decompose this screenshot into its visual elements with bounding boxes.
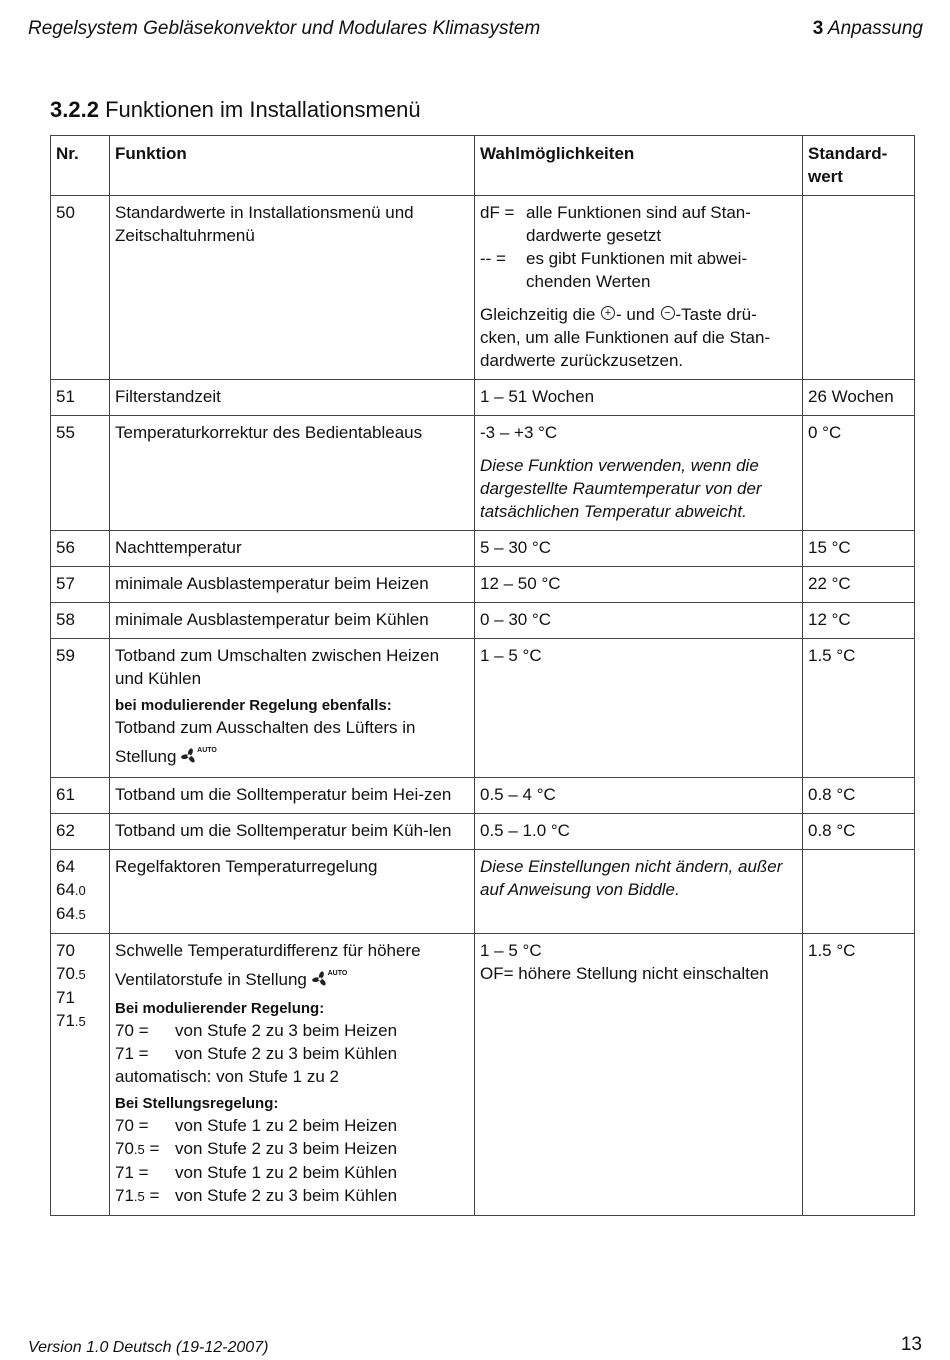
cell-nr [51, 850, 110, 934]
key-sub: .5 [133, 1189, 145, 1204]
section-number: 3.2.2 [50, 97, 99, 122]
table-row [51, 196, 915, 380]
mapping-value: von Stufe 1 zu 2 beim Kühlen [175, 1163, 398, 1182]
option-key: OF= [480, 964, 514, 983]
cell-nr: 57 [51, 567, 110, 603]
table-header-row [51, 136, 915, 196]
table-row [51, 603, 915, 639]
mapping-line: automatisch: von Stufe 1 zu 2 [115, 1067, 339, 1086]
function-label: Schwelle Temperaturdifferenz für höhere Ventilatorstufe in Stellung [115, 941, 421, 989]
cell-wahl: 1 – 5 °C [475, 639, 803, 778]
table-row [51, 934, 915, 1216]
col-header-funktion: Funktion [110, 136, 475, 196]
mapping-key: 71 = [115, 1163, 149, 1182]
cell-std: 0 °C [803, 416, 915, 531]
cell-wahl [475, 416, 803, 531]
function-text [115, 939, 469, 993]
sub-heading: Bei Stellungsregelung: [115, 1095, 279, 1112]
note-text: Gleichzeitig die [480, 305, 596, 324]
option-value: höhere Stellung nicht einschalten [518, 964, 769, 983]
cell-funktion: minimale Ausblastemperatur beim Kühlen [110, 603, 475, 639]
nr-line: 71 [56, 988, 75, 1007]
cell-wahl [475, 934, 803, 1216]
section-title-text: Funktionen im Installationsmenü [105, 97, 421, 122]
cell-std: 15 °C [803, 531, 915, 567]
table-row [51, 850, 915, 934]
cell-std: 1.5 °C [803, 934, 915, 1216]
nr-main: 71 [56, 1011, 75, 1030]
table-row [51, 416, 915, 531]
header-chapter [813, 17, 923, 40]
cell-funktion: Totband um die Solltemperatur beim Hei-zen [110, 778, 475, 814]
cell-funktion: Filterstandzeit [110, 380, 475, 416]
option-value: es gibt Funktionen mit abwei-chenden Werten [526, 249, 748, 291]
cell-wahl [475, 196, 803, 380]
cell-wahl: 5 – 30 °C [475, 531, 803, 567]
option-range: -3 – +3 °C [480, 423, 558, 442]
mapping-line [115, 1137, 469, 1161]
cell-nr: 56 [51, 531, 110, 567]
mapping-value: von Stufe 2 zu 3 beim Kühlen [175, 1186, 398, 1205]
key-main: 71 [115, 1186, 134, 1205]
nr-line [56, 1009, 104, 1033]
cell-funktion: Standardwerte in Installationsmenü und Zeitschaltuhrmenü [110, 196, 475, 380]
cell-std: 22 °C [803, 567, 915, 603]
mapping-line [115, 1184, 469, 1208]
mapping-value: von Stufe 2 zu 3 beim Heizen [175, 1139, 398, 1158]
function-text: Totband zum Umschalten zwischen Heizen und Kühlen [115, 646, 440, 688]
auto-label: AUTO [197, 747, 217, 754]
section-title [50, 96, 421, 124]
table-row [51, 814, 915, 850]
col-header-wahl: Wahlmöglichkeiten [475, 136, 803, 196]
mapping-key [115, 1137, 175, 1161]
cell-nr: 50 [51, 196, 110, 380]
table-row [51, 778, 915, 814]
cell-wahl: 12 – 50 °C [475, 567, 803, 603]
mapping-key: 70 = [115, 1021, 149, 1040]
key-main: 70 [115, 1139, 134, 1158]
nr-sub: .5 [74, 1014, 86, 1029]
col-header-nr: Nr. [51, 136, 110, 196]
key-eq: = [144, 1186, 160, 1205]
cell-nr: 58 [51, 603, 110, 639]
auto-label: AUTO [327, 970, 348, 977]
minus-key-icon: − [661, 306, 675, 320]
nr-line: 64 [56, 857, 75, 876]
cell-std: 0.8 °C [803, 778, 915, 814]
table-row [51, 567, 915, 603]
mapping-value: von Stufe 1 zu 2 beim Heizen [175, 1116, 398, 1135]
option-line [480, 962, 797, 985]
fan-icon [181, 747, 197, 770]
option-key: dF = [480, 203, 515, 222]
mapping-key: 70 = [115, 1116, 149, 1135]
option-value: alle Funktionen sind auf Stan-dardwerte gesetzt [526, 203, 751, 245]
mapping-line [115, 1161, 469, 1184]
mapping-key [115, 1184, 175, 1208]
sub-heading: Bei modulierender Regelung: [115, 1000, 325, 1017]
page-number: 13 [900, 1334, 922, 1355]
function-subtext [115, 716, 469, 770]
key-sub: .5 [133, 1142, 145, 1157]
nr-sub: .5 [74, 907, 86, 922]
mapping-line [115, 1042, 469, 1065]
cell-std: 12 °C [803, 603, 915, 639]
functions-table [50, 135, 915, 1216]
cell-nr: 59 [51, 639, 110, 778]
cell-funktion [110, 934, 475, 1216]
cell-std [803, 850, 915, 934]
col-header-std: Standard-wert [803, 136, 915, 196]
option-range: 1 – 5 °C [480, 941, 542, 960]
cell-std [803, 196, 915, 380]
cell-funktion: Nachttemperatur [110, 531, 475, 567]
note-text: -Taste drü-cken, um alle Funktionen auf die Stan-dardwerte zurückzusetzen. [480, 305, 771, 370]
cell-std: 1.5 °C [803, 639, 915, 778]
table-row [51, 639, 915, 778]
sub-heading: bei modulierender Regelung ebenfalls: [115, 697, 392, 714]
cell-nr [51, 934, 110, 1216]
plus-key-icon: + [601, 306, 615, 320]
cell-wahl: 0 – 30 °C [475, 603, 803, 639]
mapping-key: 71 = [115, 1044, 149, 1063]
cell-nr: 62 [51, 814, 110, 850]
chapter-number: 3 [812, 18, 824, 39]
sub-text: Totband zum Ausschalten des Lüfters in Stellung [115, 718, 416, 766]
nr-line [56, 902, 104, 926]
cell-wahl: Diese Einstellungen nicht ändern, außer auf Anweisung von Biddle. [475, 850, 803, 934]
cell-funktion [110, 639, 475, 778]
nr-line [56, 962, 104, 986]
mapping-line [115, 1019, 469, 1042]
mapping-value: von Stufe 2 zu 3 beim Kühlen [175, 1044, 398, 1063]
option-line [480, 201, 797, 247]
nr-sub: .0 [74, 883, 86, 898]
mapping-value: von Stufe 2 zu 3 beim Heizen [175, 1021, 398, 1040]
cell-std: 0.8 °C [803, 814, 915, 850]
option-line [480, 247, 797, 293]
fan-icon [312, 970, 328, 993]
cell-std: 26 Wochen [803, 380, 915, 416]
cell-wahl: 0.5 – 1.0 °C [475, 814, 803, 850]
mapping-line [115, 1114, 469, 1137]
nr-line [56, 878, 104, 902]
nr-line: 70 [56, 941, 75, 960]
cell-nr: 61 [51, 778, 110, 814]
nr-sub: .5 [74, 967, 86, 982]
nr-main: 70 [56, 964, 75, 983]
header-doc-title: Regelsystem Gebläsekonvektor und Modulares Klimasystem [28, 18, 541, 39]
cell-wahl: 0.5 – 4 °C [475, 778, 803, 814]
cell-nr: 55 [51, 416, 110, 531]
table-row [51, 531, 915, 567]
key-eq: = [144, 1139, 160, 1158]
cell-nr: 51 [51, 380, 110, 416]
cell-funktion: Totband um die Solltemperatur beim Küh-len [110, 814, 475, 850]
nr-main: 64 [56, 880, 75, 899]
reset-note [480, 303, 797, 372]
nr-main: 64 [56, 904, 75, 923]
footer-version: Version 1.0 Deutsch (19-12-2007) [28, 1339, 269, 1356]
cell-funktion: Temperaturkorrektur des Bedientableaus [110, 416, 475, 531]
italic-note: Diese Funktion verwenden, wenn die dargestellte Raumtemperatur von der tatsächlichen Temperatur abweicht. [480, 456, 762, 521]
cell-wahl: 1 – 51 Wochen [475, 380, 803, 416]
table-row [51, 380, 915, 416]
cell-funktion: Regelfaktoren Temperaturregelung [110, 850, 475, 934]
option-key: -- = [480, 249, 506, 268]
cell-funktion: minimale Ausblastemperatur beim Heizen [110, 567, 475, 603]
chapter-title: Anpassung [827, 18, 923, 39]
note-text: - und [616, 305, 655, 324]
